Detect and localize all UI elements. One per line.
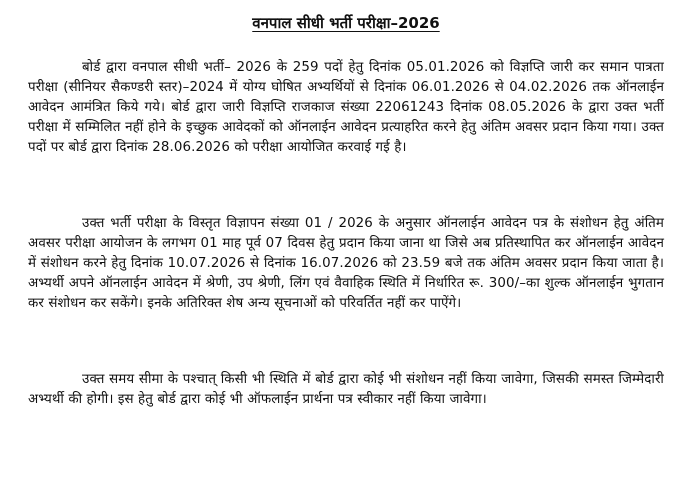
- document-title: वनपाल सीधी भर्ती परीक्षा–2026: [252, 14, 440, 32]
- paragraph-3: उक्त समय सीमा के पश्चात् किसी भी स्थिति में बोर्ड द्वारा कोई भी संशोधन नहीं किया जावेगा, जिसकी समस्त जिम्मेदारी अभ्यर्थी की होगी। इस हेतु बोर्ड द्वारा कोई भी ऑफलाईन प्रार्थना पत्र स्वीकार नहीं किया जावेगा।: [28, 372, 664, 407]
- paragraph-1: बोर्ड द्वारा वनपाल सीधी भर्ती– 2026 के 259 पदों हेतु दिनांक 05.01.2026 को विज्ञप्ति जारी कर समान पात्रता परीक्षा (सीनियर सैकण्डरी स्तर)–2024 में योग्य घोषित अभ्यर्थियों से दिनांक 06.01.2026 से 04.02.2026 तक ऑनलाईन आवेदन आमंत्रित किये गये। बोर्ड द्वारा जारी विज्ञप्ति राजकाज संख्या 22061243 दिनांक 08.05.2026 के द्वारा उक्त भर्ती परीक्षा में सम्मिलित नहीं होने के इच्छुक आवेदकों को ऑनलाईन आवेदन प्रत्याहरित करने हेतु अंतिम अवसर प्रदान किया गया। उक्त पदों पर बोर्ड द्वारा दिनांक 28.06.2026 को परीक्षा आयोजित करवाई गई है।: [28, 60, 664, 155]
- paragraph-2: उक्त भर्ती परीक्षा के विस्तृत विज्ञापन संख्या 01 / 2026 के अनुसार ऑनलाईन आवेदन पत्र के संशोधन हेतु अंतिम अवसर परीक्षा आयोजन के लगभग 01 माह पूर्व 07 दिवस हेतु प्रदान किया जाना था जिसे अब प्रतिस्थापित कर ऑनलाईन आवेदन में संशोधन करने हेतु दिनांक 10.07.2026 से दिनांक 16.07.2026 को 23.59 बजे तक अंतिम अवसर प्रदान किया जाता है। अभ्यर्थी अपने ऑनलाईन आवेदन में श्रेणी, उप श्रेणी, लिंग एवं वैवाहिक स्थिति में निर्धारित रू. 300/–का शुल्क ऑनलाईन भुगतान कर संशोधन कर सकेंगे। इनके अतिरिक्त शेष अन्य सूचनाओं को परिवर्तित नहीं कर पाऐंगे।: [28, 216, 664, 311]
